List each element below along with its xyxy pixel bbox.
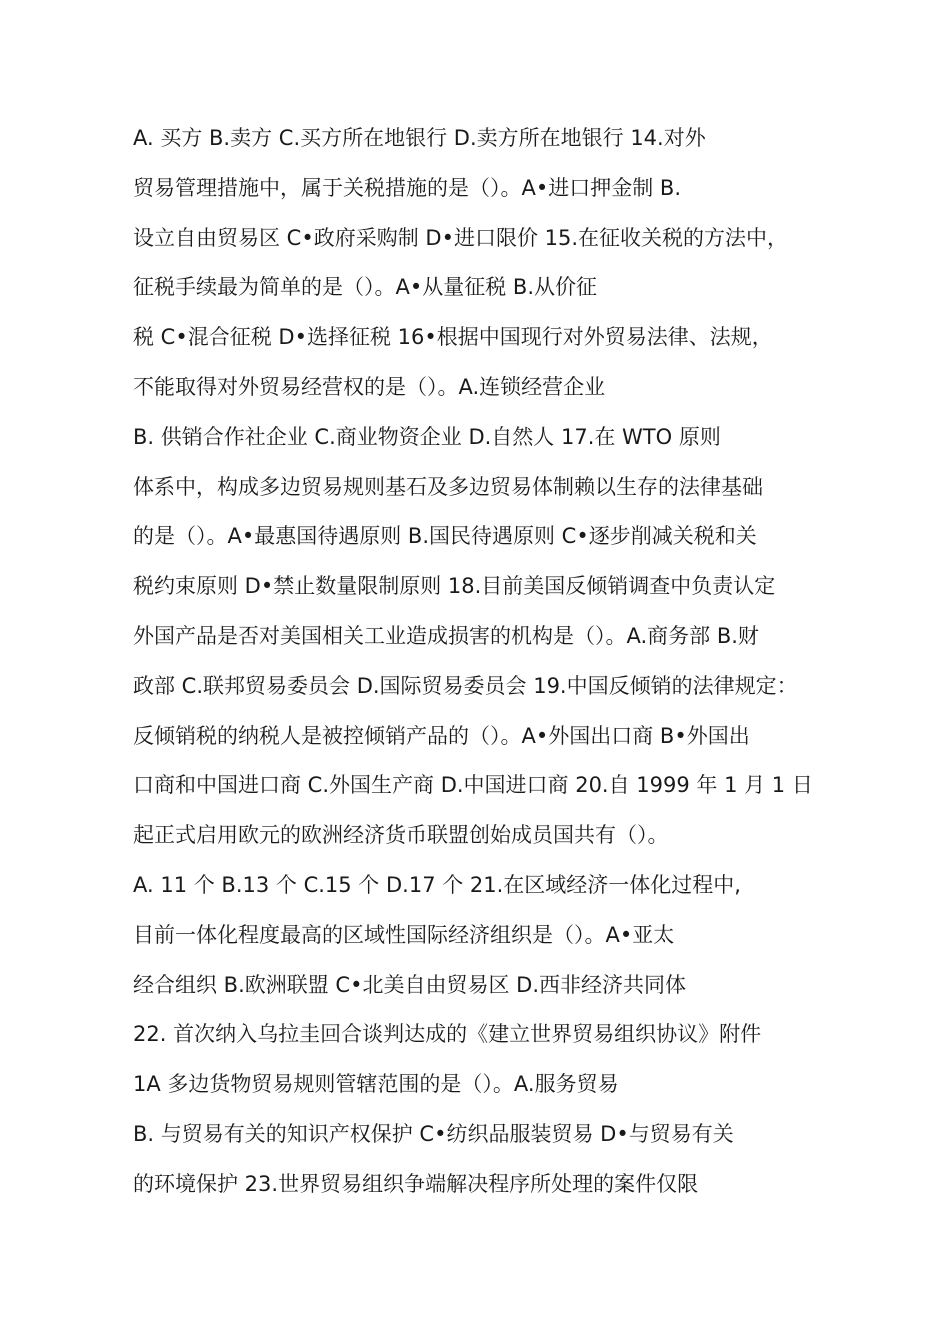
text-line: 反倾销税的纳税人是被控倾销产品的（）。A•外国出口商 B•外国出 — [133, 723, 750, 748]
text-line: 贸易管理措施中，属于关税措施的是（）。A•进口押金制 B. — [133, 175, 682, 200]
text-line: A. 买方 B.卖方 C.买方所在地银行 D.卖方所在地银行 14.对外 — [133, 126, 706, 150]
text-line: 口商和中国进口商 C.外国生产商 D.中国进口商 20.自 1999 年 1 月 1 日 — [133, 773, 813, 798]
text-line: 税约束原则 D•禁止数量限制原则 18.目前美国反倾销调查中负责认定 — [133, 574, 776, 599]
text-line: 22. 首次纳入乌拉圭回合谈判达成的《建立世界贸易组织协议》附件 — [133, 1022, 762, 1047]
text-line: A. 11 个 B.13 个 C.15 个 D.17 个 21.在区域经济一体化过程中, — [133, 872, 741, 897]
text-line: 设立自由贸易区 C•政府采购制 D•进口限价 15.在征收关税的方法中， — [133, 225, 789, 250]
text-line: B. 供销合作社企业 C.商业物资企业 D.自然人 17.在 WTO 原则 — [133, 424, 721, 449]
text-line: 的环境保护 23.世界贸易组织争端解决程序所处理的案件仅限 — [133, 1171, 699, 1196]
text-line: 起正式启用欧元的欧洲经济货币联盟创始成员国共有（）。 — [133, 823, 669, 848]
text-line: 外国产品是否对美国相关工业造成损害的机构是（）。A.商务部 B.财 — [133, 623, 759, 648]
text-line: 体系中，构成多边贸易规则基石及多边贸易体制赖以生存的法律基础 — [133, 474, 763, 499]
text-line: 不能取得对外贸易经营权的是（）。A.连锁经营企业 — [133, 374, 606, 399]
text-line: 1A 多边货物贸易规则管辖范围的是（）。A.服务贸易 — [133, 1072, 619, 1097]
text-line: 经合组织 B.欧洲联盟 C•北美自由贸易区 D.西非经济共同体 — [133, 972, 687, 997]
text-line: 目前一体化程度最高的区域性国际经济组织是（）。A•亚太 — [133, 922, 675, 947]
text-line: 税 C•混合征税 D•选择征税 16•根据中国现行对外贸易法律、法规， — [133, 325, 773, 350]
document-body — [133, 114, 893, 1210]
text-line: 政部 C.联邦贸易委员会 D.国际贸易委员会 19.中国反倾销的法律规定： — [133, 673, 798, 698]
text-line: B. 与贸易有关的知识产权保护 C•纺织品服装贸易 D•与贸易有关 — [133, 1121, 734, 1146]
text-line: 征税手续最为简单的是（）。A•从量征税 B.从价征 — [133, 275, 598, 300]
text-line: 的是（）。A•最惠国待遇原则 B.国民待遇原则 C•逐步削减关税和关 — [133, 524, 757, 549]
